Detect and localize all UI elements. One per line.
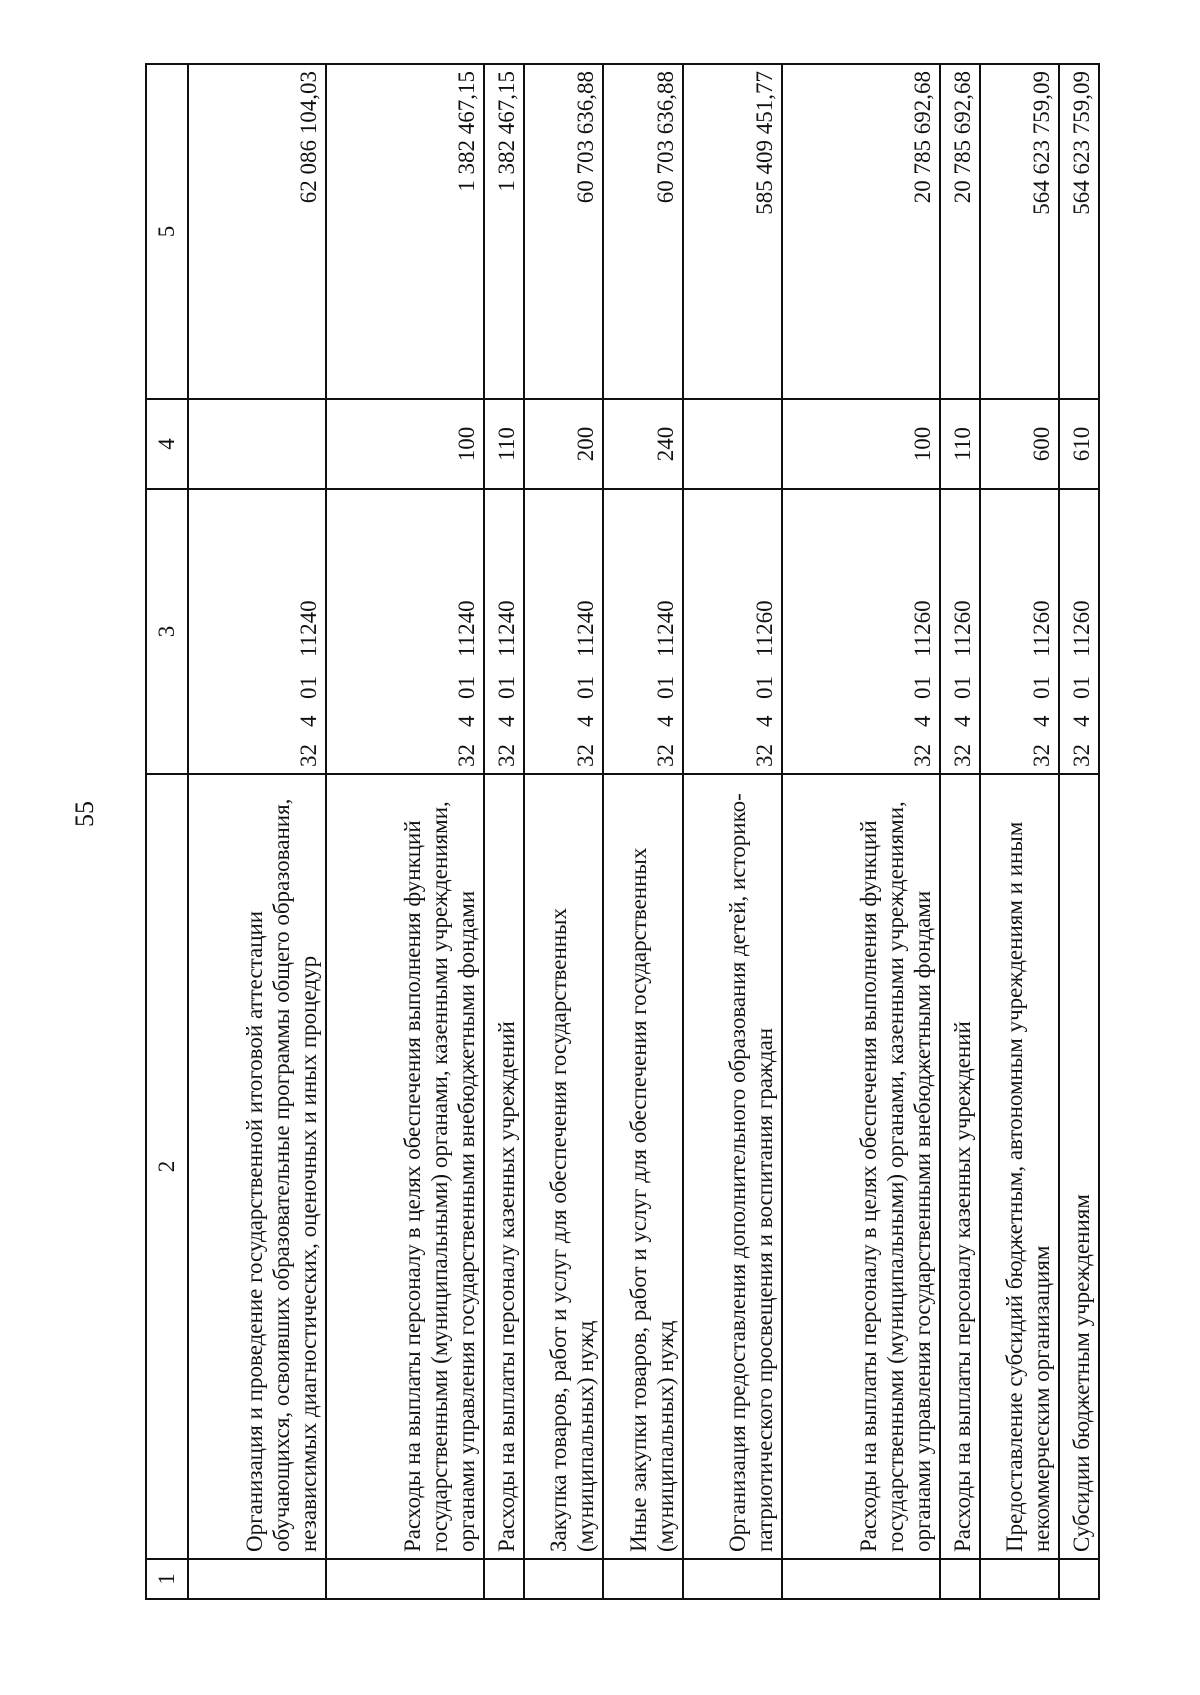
amount-cell: 1 382 467,15 [326, 64, 484, 399]
amount-cell: 564 623 759,09 [980, 64, 1060, 399]
table-row [188, 64, 326, 1599]
code-part: 4 [652, 715, 678, 727]
code-part: 32 [752, 744, 778, 767]
table-row [782, 64, 940, 1599]
row-number-cell [1059, 1559, 1099, 1599]
header-row [146, 64, 188, 1599]
code-part: 4 [752, 715, 778, 727]
expense-type-cell: 110 [940, 399, 980, 489]
target-code-cell [188, 489, 326, 774]
header-cell: 2 [146, 774, 188, 1559]
row-number-cell [484, 1559, 524, 1599]
table-row [940, 64, 980, 1599]
code-part: 32 [573, 744, 599, 767]
expense-type-cell: 240 [603, 399, 683, 489]
header-cell: 4 [146, 399, 188, 489]
target-code-cell [940, 489, 980, 774]
code-part: 4 [909, 715, 935, 727]
code-part: 01 [573, 676, 599, 699]
code-part: 4 [1069, 715, 1095, 727]
code-part: 4 [573, 715, 599, 727]
budget-table-container [145, 65, 1100, 1600]
expense-name-cell: Организация предоставления дополнительного образования детей, историко-патриотического просвещения и воспитания граждан [683, 774, 782, 1559]
row-number-cell [940, 1559, 980, 1599]
code-part: 32 [454, 744, 479, 767]
expense-name-cell: Иные закупки товаров, работ и услуг для обеспечения государственных (муниципальных) нужд [603, 774, 683, 1559]
code-part: 01 [909, 676, 935, 699]
target-code-cell [326, 489, 484, 774]
target-code-cell [1059, 489, 1099, 774]
code-part: 11240 [573, 600, 599, 657]
code-part: 11240 [454, 600, 479, 657]
expense-name-cell: Расходы на выплаты персоналу в целях обеспечения выполнения функций государственными (муниципальными) органами, казенными учреждениями, органами управления государственными внебюджетными фондами [782, 774, 940, 1559]
expense-type-cell: 610 [1059, 399, 1099, 489]
code-part: 11260 [752, 600, 778, 657]
table-row [683, 64, 782, 1599]
code-part: 4 [1029, 715, 1055, 727]
expense-name-cell: Закупка товаров, работ и услуг для обеспечения государственных (муниципальных) нужд [524, 774, 604, 1559]
target-code-cell [484, 489, 524, 774]
row-number-cell [980, 1559, 1060, 1599]
code-part: 4 [949, 715, 975, 727]
amount-cell: 62 086 104,03 [188, 64, 326, 399]
code-part: 01 [454, 676, 479, 699]
amount-cell: 564 623 759,09 [1059, 64, 1099, 399]
row-number-cell [188, 1559, 326, 1599]
header-cell: 1 [146, 1559, 188, 1599]
code-part: 32 [1029, 744, 1055, 767]
code-part: 01 [1069, 676, 1095, 699]
code-part: 01 [1029, 676, 1055, 699]
expense-type-cell: 100 [326, 399, 484, 489]
code-part: 4 [454, 715, 479, 727]
amount-cell: 60 703 636,88 [524, 64, 604, 399]
code-part: 4 [493, 715, 519, 727]
table-row [603, 64, 683, 1599]
row-number-cell [603, 1559, 683, 1599]
code-part: 11240 [493, 600, 519, 657]
code-part: 32 [493, 744, 519, 767]
code-part: 4 [296, 715, 322, 727]
expense-type-cell: 600 [980, 399, 1060, 489]
amount-cell: 585 409 451,77 [683, 64, 782, 399]
amount-cell: 20 785 692,68 [782, 64, 940, 399]
code-part: 11260 [909, 600, 935, 657]
code-part: 11240 [652, 600, 678, 657]
target-code-cell [524, 489, 604, 774]
table-row [326, 64, 484, 1599]
expense-name-cell: Субсидии бюджетным учреждениям [1059, 774, 1099, 1559]
target-code-cell [782, 489, 940, 774]
table-row [1059, 64, 1099, 1599]
target-code-cell [603, 489, 683, 774]
expense-type-cell [188, 399, 326, 489]
expense-type-cell: 200 [524, 399, 604, 489]
code-part: 32 [652, 744, 678, 767]
table-row [980, 64, 1060, 1599]
amount-cell: 1 382 467,15 [484, 64, 524, 399]
code-part: 01 [296, 676, 322, 699]
row-number-cell [326, 1559, 484, 1599]
row-number-cell [782, 1559, 940, 1599]
code-part: 32 [296, 744, 322, 767]
code-part: 11260 [1069, 600, 1095, 657]
expense-type-cell: 110 [484, 399, 524, 489]
code-part: 11240 [296, 600, 322, 657]
header-cell: 5 [146, 64, 188, 399]
code-part: 01 [493, 676, 519, 699]
expense-name-cell: Расходы на выплаты персоналу казенных учреждений [484, 774, 524, 1559]
header-cell: 3 [146, 489, 188, 774]
expense-type-cell [683, 399, 782, 489]
page-number: 55 [70, 801, 99, 827]
expense-name-cell: Предоставление субсидий бюджетным, автономным учреждениям и иным некоммерческим организациям [980, 774, 1060, 1559]
expense-name-cell: Организация и проведение государственной итоговой аттестации обучающихся, освоивших образовательные программы общего образования, независимых диагностических, оценочных и иных процедур [188, 774, 326, 1559]
amount-cell: 60 703 636,88 [603, 64, 683, 399]
expense-name-cell: Расходы на выплаты персоналу казенных учреждений [940, 774, 980, 1559]
code-part: 01 [652, 676, 678, 699]
amount-cell: 20 785 692,68 [940, 64, 980, 399]
row-number-cell [524, 1559, 604, 1599]
target-code-cell [980, 489, 1060, 774]
code-part: 32 [949, 744, 975, 767]
budget-table [145, 63, 1100, 1600]
code-part: 11260 [949, 600, 975, 657]
code-part: 01 [752, 676, 778, 699]
code-part: 32 [909, 744, 935, 767]
expense-type-cell: 100 [782, 399, 940, 489]
table-row [484, 64, 524, 1599]
row-number-cell [683, 1559, 782, 1599]
code-part: 11260 [1029, 600, 1055, 657]
code-part: 01 [949, 676, 975, 699]
code-part: 32 [1069, 744, 1095, 767]
table-row [524, 64, 604, 1599]
target-code-cell [683, 489, 782, 774]
expense-name-cell: Расходы на выплаты персоналу в целях обеспечения выполнения функций государственными (муниципальными) органами, казенными учреждениями, органами управления государственными внебюджетными фондами [326, 774, 484, 1559]
